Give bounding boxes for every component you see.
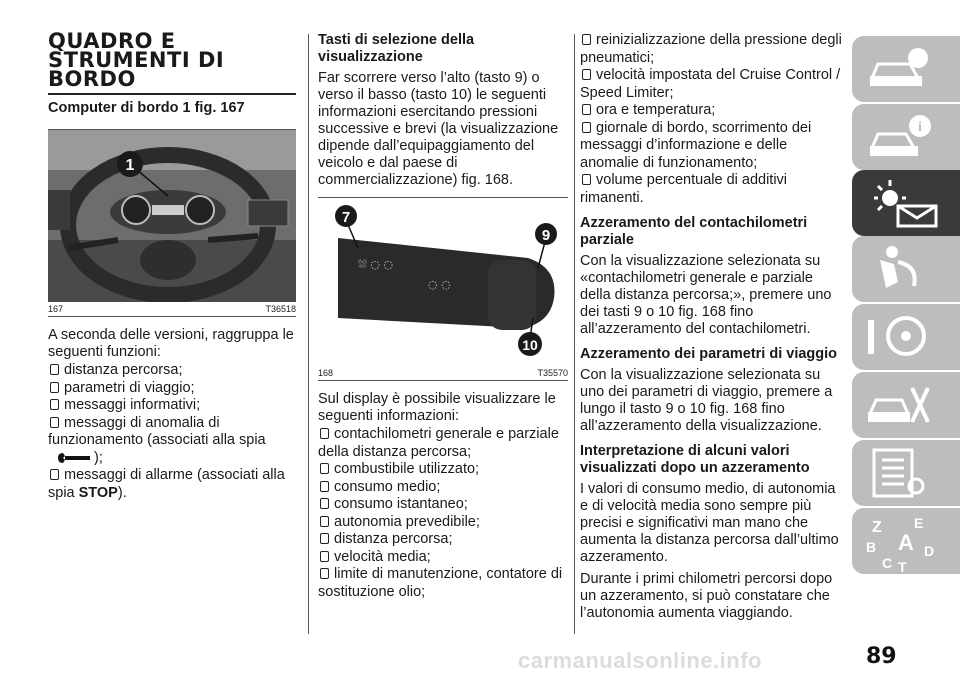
heading-selection-keys: Tasti di selezione della visualizzazione: [318, 32, 475, 65]
svg-text:Z: Z: [872, 519, 882, 536]
list-item: parametri di viaggio;: [48, 380, 296, 398]
column-1: [48, 29, 296, 502]
subtitle: Computer di bordo 1 fig. 167: [48, 100, 245, 116]
list-item: messaggi informativi;: [48, 397, 296, 415]
figure-168: [318, 197, 568, 381]
list-item: autonomia prevedibile;: [318, 514, 568, 532]
list-item: reinizializzazione della pressione degli pneumatici;: [580, 32, 842, 66]
list-item: consumo istantaneo;: [318, 496, 568, 514]
checkbox-icon: [320, 533, 329, 544]
svg-text:⛆ ◌ ◌: ⛆ ◌ ◌: [358, 258, 393, 271]
callout-1: 1: [125, 157, 135, 174]
stalk-photo: [318, 198, 568, 366]
wrench-icon: [56, 452, 92, 464]
column-divider: [308, 34, 309, 634]
figure-caption: 168 T35570: [318, 368, 568, 378]
list-item: ora e temperatura;: [580, 102, 842, 120]
svg-text:C: C: [882, 555, 893, 571]
checkbox-icon: [50, 469, 59, 480]
checkbox-icon: [320, 463, 329, 474]
svg-text:i: i: [918, 120, 922, 135]
car-tools-icon: [864, 378, 934, 432]
paragraph: Con la visualizzazione selezionata su uno dei parametri di viaggio, premere a lungo il tasto 9 o 10 fig. 168 fino all’azzeramento della visualizzazione.: [580, 367, 833, 434]
column-3: [580, 32, 842, 627]
list-item: contachilometri generale e parziale della distanza percorsa;: [318, 426, 559, 460]
list-item: velocità impostata del Cruise Control / Speed Limiter;: [580, 67, 841, 101]
svg-text:◌ ◌: ◌ ◌: [428, 278, 451, 291]
title-rule: [48, 93, 296, 95]
callout-7: 7: [341, 209, 351, 226]
dashboard-photo: [48, 130, 296, 302]
list-item: combustibile utilizzato;: [318, 461, 568, 479]
list-item: volume percentuale di additivi rimanenti.: [580, 172, 788, 206]
checkbox-icon: [50, 382, 59, 393]
tab-emergency[interactable]: [852, 372, 960, 438]
svg-text:B: B: [866, 539, 877, 555]
tab-vehicle-info[interactable]: [852, 104, 960, 170]
intro-text: A seconda delle versioni, raggruppa le seguenti funzioni:: [48, 327, 294, 360]
checkbox-icon: [320, 551, 329, 562]
airbag-seat-icon: [864, 242, 934, 296]
heading-trip-params-reset: Azzeramento dei parametri di viaggio: [580, 346, 838, 362]
tab-dashboard-warnings[interactable]: [852, 170, 960, 236]
checkbox-icon: [320, 516, 329, 527]
steering-key-icon: [864, 310, 934, 364]
column-2: [318, 32, 568, 601]
list-item: limite di manutenzione, contatore di sostituzione olio;: [318, 566, 563, 600]
alphabet-index-icon: [864, 514, 944, 574]
checkbox-icon: [582, 34, 591, 45]
svg-text:A: A: [898, 530, 914, 555]
svg-text:E: E: [914, 515, 924, 531]
list-item: messaggi di anomalia di funzionamento (associati alla spia );: [48, 414, 266, 466]
checklist-icon: [864, 446, 934, 500]
column-divider: [574, 34, 575, 634]
list-item: messaggi di allarme (associati alla spia STOP).: [48, 467, 285, 501]
heading-interpretation: Interpretazione di alcuni valori visualizzati dopo un azzeramento: [580, 443, 810, 476]
section-title: QUADRO E STRUMENTI DI BORDO: [48, 29, 225, 91]
list-item: giornale di bordo, scorrimento dei messaggi d’informazione e delle anomalie di funzionamento;: [580, 119, 812, 171]
checkbox-icon: [320, 481, 329, 492]
intro-text: Sul display è possibile visualizzare le seguenti informazioni:: [318, 391, 556, 424]
watermark: carmanualsonline.info: [518, 648, 762, 673]
tab-index[interactable]: [852, 508, 960, 574]
svg-text:D: D: [924, 543, 935, 559]
figure-caption: 167 T36518: [48, 304, 296, 314]
figure-167: [48, 129, 296, 317]
checkbox-icon: [582, 174, 591, 185]
checkbox-icon: [50, 364, 59, 375]
car-info-circle-icon: [864, 110, 934, 164]
tab-maintenance[interactable]: [852, 440, 960, 506]
list-item: distanza percorsa;: [48, 362, 296, 380]
paragraph: Far scorrere verso l’alto (tasto 9) o verso il basso (tasto 10) le seguenti informazioni esercitando pressioni successive e brevi (la visualizzazione dipende dall’equipaggiamento del veicolo e dal paese di commercializzazione) fig. 168.: [318, 70, 559, 188]
checkbox-icon: [320, 568, 329, 579]
checkbox-icon: [582, 122, 591, 133]
car-info-icon: [864, 42, 934, 96]
svg-text:T: T: [898, 559, 907, 574]
checkbox-icon: [50, 399, 59, 410]
checkbox-icon: [582, 104, 591, 115]
paragraph: Durante i primi chilometri percorsi dopo un azzeramento, si può constatare che l’autonomia aumenta viaggiando.: [580, 571, 833, 621]
warning-lights-icon: [864, 176, 944, 230]
checkbox-icon: [320, 498, 329, 509]
paragraph: Con la visualizzazione selezionata su «contachilometri generale e parziale della distanza percorsa;», premere uno dei tasti 9 o 10 fig. 168 fino all’azzeramento del contachilometri.: [580, 253, 832, 337]
checkbox-icon: [50, 417, 59, 428]
list-item: distanza percorsa;: [318, 531, 568, 549]
callout-9: 9: [541, 227, 551, 244]
list-item: velocità media;: [318, 549, 568, 567]
page-number: 89: [866, 644, 897, 669]
checkbox-icon: [582, 69, 591, 80]
checkbox-icon: [320, 428, 329, 439]
tab-safety[interactable]: [852, 236, 960, 302]
callout-10: 10: [522, 337, 538, 353]
heading-trip-reset: Azzeramento del contachilometri parziale: [580, 215, 808, 248]
paragraph: I valori di consumo medio, di autonomia e di velocità media sono sempre più precisi e significativi man mano che aumenta la distanza percorsa dall’ultimo azzeramento.: [580, 481, 839, 565]
tab-vehicle-overview[interactable]: [852, 36, 960, 102]
tab-starting-driving[interactable]: [852, 304, 960, 370]
list-item: consumo medio;: [318, 479, 568, 497]
